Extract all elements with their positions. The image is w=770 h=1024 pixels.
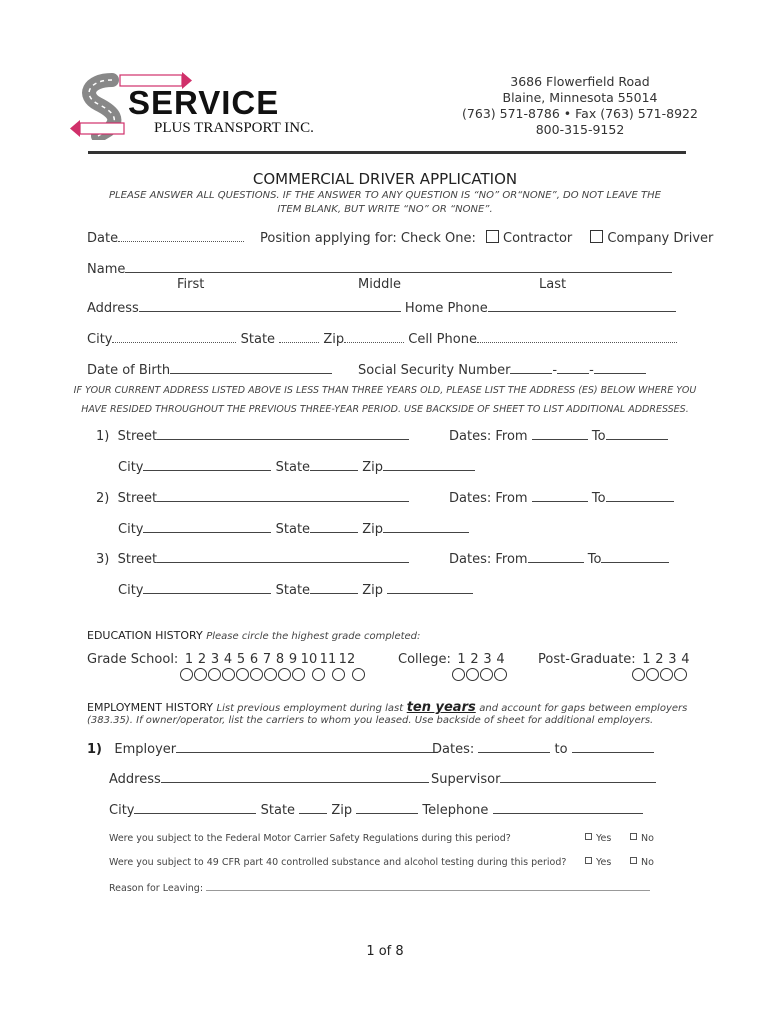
education-heading: EDUCATION HISTORY [87, 629, 203, 642]
prev-address-3-state-label: State [275, 583, 311, 598]
post-graduate-number-2: 2 [655, 652, 664, 667]
prev-address-2-state-label: State [275, 522, 311, 537]
employer-row [87, 741, 438, 757]
company-driver-checkbox[interactable] [590, 230, 603, 243]
employer-city-label: City [109, 803, 135, 818]
post-graduate-number-4: 4 [681, 652, 690, 667]
grade-number-2: 2 [197, 652, 207, 667]
city-label: City [87, 332, 113, 347]
header-divider [88, 151, 686, 154]
prev-address-3-from-label: Dates: From [449, 552, 528, 567]
employer-state-input[interactable] [299, 802, 327, 814]
college-circle-4[interactable] [494, 668, 507, 681]
prev-address-3-city-input[interactable] [143, 582, 271, 594]
ssn-part3-input[interactable] [594, 362, 646, 374]
prev-address-2-from-input[interactable] [532, 490, 588, 502]
employer-dates-row [432, 741, 654, 757]
prev-address-2-street-label: Street [117, 491, 158, 506]
prev-address-2-to-input[interactable] [606, 490, 674, 502]
home-phone-label: Home Phone [404, 301, 488, 316]
prev-address-2-state-input[interactable] [310, 521, 358, 533]
ssn-part2-input[interactable] [557, 362, 589, 374]
employment-heading-row [87, 700, 687, 715]
college-number-2: 2 [470, 652, 479, 667]
date-input[interactable] [118, 230, 244, 242]
employer-address-label: Address [109, 772, 161, 787]
employer-city-row [109, 802, 643, 818]
prev-address-3-from-input[interactable] [528, 551, 584, 563]
prev-address-1-street-input[interactable] [157, 428, 409, 440]
supervisor-input[interactable] [500, 771, 656, 783]
employer-address-input[interactable] [161, 771, 429, 783]
prev-address-1-from-label: Dates: From [449, 429, 528, 444]
instructions-line-1: PLEASE ANSWER ALL QUESTIONS. IF THE ANSWER TO ANY QUESTION IS “NO” OR“NONE”, DO NOT LEAVE THE [109, 190, 661, 201]
employment-note-line-2: (383.35). If owner/operator, list the carriers to whom you leased. Use backside of sheet for additional employers. [87, 715, 654, 726]
college-circles [452, 666, 508, 685]
employer-address-row [109, 771, 429, 787]
prev-address-1-state-label: State [275, 460, 311, 475]
prev-address-3-zip-input[interactable] [387, 582, 473, 594]
prev-address-1-street-row [96, 428, 409, 444]
employer-telephone-input[interactable] [493, 802, 643, 814]
prev-address-2-city-row [118, 521, 469, 537]
college-circle-1[interactable] [452, 668, 465, 681]
prev-address-3-state-input[interactable] [310, 582, 358, 594]
college-label: College: [398, 652, 451, 667]
education-note: Please circle the highest grade completed: [206, 631, 421, 642]
logo-wordmark: SERVICE [128, 84, 280, 121]
prev-address-3-to-label: To [587, 552, 602, 567]
employment-note-emphasis: ten years [406, 700, 476, 715]
drug-testing-yes-option[interactable] [585, 857, 611, 868]
employer-zip-label: Zip [331, 803, 353, 818]
post-graduate-row [538, 652, 692, 667]
prev-address-3-street-input[interactable] [157, 551, 409, 563]
fmcsr-no-label: No [641, 833, 654, 844]
supervisor-row [431, 771, 656, 787]
employer-input[interactable] [176, 741, 438, 753]
prev-address-1-city-label: City [118, 460, 144, 475]
employment-note-b: and account for gaps between employers [479, 703, 688, 714]
instructions-line-2: ITEM BLANK, BUT WRITE “NO” OR “NONE”. [277, 204, 493, 215]
drug-testing-no-label: No [641, 857, 654, 868]
grade-number-3: 3 [210, 652, 220, 667]
post-graduate-circle-2[interactable] [646, 668, 659, 681]
address-note-line-2: HAVE RESIDED THROUGHOUT THE PREVIOUS THREE-YEAR PERIOD. USE BACKSIDE OF SHEET TO LIST ADDITIONAL ADDRESSES. [81, 404, 689, 415]
grade-circle-2[interactable] [194, 668, 207, 681]
name-last-caption: Last [539, 277, 567, 292]
grade-school-row [87, 652, 356, 667]
page-number: 1 of 8 [366, 944, 404, 959]
prev-address-1-city-input[interactable] [143, 459, 271, 471]
prev-address-3-to-input[interactable] [601, 551, 669, 563]
grade-number-7: 7 [262, 652, 272, 667]
state-label: State [240, 332, 276, 347]
name-input[interactable] [125, 261, 672, 273]
company-street: 3686 Flowerfield Road [510, 74, 650, 89]
company-phone-fax: (763) 571-8786 • Fax (763) 571-8922 [462, 106, 698, 121]
employment-heading: EMPLOYMENT HISTORY [87, 701, 214, 714]
name-middle-caption: Middle [358, 277, 401, 292]
contractor-label: Contractor [503, 231, 573, 246]
fmcsr-yes-option[interactable] [585, 833, 611, 844]
address-label: Address [87, 301, 139, 316]
position-row [260, 230, 713, 246]
college-number-4: 4 [496, 652, 505, 667]
company-driver-label: Company Driver [607, 231, 714, 246]
prev-address-3-number: 3) [96, 552, 110, 567]
grade-numbers [182, 652, 356, 667]
prev-address-1-from-input[interactable] [532, 428, 588, 440]
post-graduate-circles [632, 666, 688, 685]
prev-address-3-city-row [118, 582, 473, 598]
prev-address-3-zip-label: Zip [362, 583, 383, 598]
post-graduate-circle-3[interactable] [660, 668, 673, 681]
post-graduate-number-1: 1 [642, 652, 651, 667]
post-graduate-number-3: 3 [668, 652, 677, 667]
drug-testing-no-option[interactable] [630, 857, 654, 868]
prev-address-1-to-label: To [591, 429, 606, 444]
employer-to-label: to [554, 742, 568, 757]
logo-subtitle: PLUS TRANSPORT INC. [154, 120, 314, 136]
prev-address-3-dates-row [449, 551, 669, 567]
company-city: Blaine, Minnesota 55014 [502, 90, 658, 105]
grade-number-5: 5 [236, 652, 246, 667]
grade-number-1: 1 [184, 652, 194, 667]
address-row [87, 300, 676, 316]
grade-number-9: 9 [288, 652, 298, 667]
fmcsr-no-option[interactable] [630, 833, 654, 844]
prev-address-1-zip-input[interactable] [383, 459, 475, 471]
grade-number-6: 6 [249, 652, 259, 667]
prev-address-1-state-input[interactable] [310, 459, 358, 471]
employer-number: 1) [87, 742, 102, 757]
employer-city-input[interactable] [134, 802, 256, 814]
name-row [87, 261, 672, 277]
post-graduate-circle-4[interactable] [674, 668, 687, 681]
prev-address-1-number: 1) [96, 429, 110, 444]
reason-for-leaving-row [109, 881, 650, 894]
employer-to-input[interactable] [572, 741, 654, 753]
grade-circle-12[interactable] [352, 668, 365, 681]
dob-label: Date of Birth [87, 363, 171, 378]
employer-state-label: State [260, 803, 296, 818]
grade-circle-5[interactable] [236, 668, 249, 681]
prev-address-1-dates-row [449, 428, 668, 444]
employer-zip-input[interactable] [356, 802, 418, 814]
college-row [398, 652, 507, 667]
drug-testing-yes-checkbox[interactable] [585, 857, 592, 864]
prev-address-2-street-input[interactable] [157, 490, 409, 502]
college-number-1: 1 [457, 652, 466, 667]
address-input[interactable] [139, 300, 401, 312]
grade-number-10: 10 [300, 652, 318, 667]
position-label: Position applying for: Check One: [260, 231, 476, 246]
cell-phone-input[interactable] [477, 331, 677, 343]
prev-address-1-city-row [118, 459, 475, 475]
contractor-checkbox[interactable] [486, 230, 499, 243]
post-graduate-label: Post-Graduate: [538, 652, 636, 667]
grade-circle-7[interactable] [264, 668, 277, 681]
ssn-label: Social Security Number [358, 363, 511, 378]
reason-for-leaving-input[interactable] [206, 881, 650, 891]
zip-input[interactable] [344, 331, 404, 343]
post-graduate-numbers [640, 652, 692, 667]
prev-address-2-zip-input[interactable] [383, 521, 469, 533]
grade-circle-11[interactable] [332, 668, 345, 681]
home-phone-input[interactable] [488, 300, 676, 312]
grade-circle-1[interactable] [180, 668, 193, 681]
form-title: COMMERCIAL DRIVER APPLICATION [252, 170, 518, 188]
prev-address-2-to-label: To [591, 491, 606, 506]
state-input[interactable] [279, 331, 319, 343]
prev-address-3-street-label: Street [117, 552, 158, 567]
fmcsr-no-checkbox[interactable] [630, 833, 637, 840]
grade-circle-9[interactable] [292, 668, 305, 681]
prev-address-2-number: 2) [96, 491, 110, 506]
name-label: Name [87, 262, 126, 277]
company-tollfree: 800-315-9152 [535, 122, 625, 137]
prev-address-1-to-input[interactable] [606, 428, 668, 440]
college-circle-2[interactable] [466, 668, 479, 681]
grade-circle-10[interactable] [312, 668, 325, 681]
supervisor-label: Supervisor [431, 772, 501, 787]
grade-circle-6[interactable] [250, 668, 263, 681]
prev-address-2-zip-label: Zip [362, 522, 383, 537]
prev-address-2-street-row [96, 490, 409, 506]
prev-address-2-dates-row [449, 490, 674, 506]
grade-circle-3[interactable] [208, 668, 221, 681]
employer-telephone-label: Telephone [422, 803, 489, 818]
employer-dates-label: Dates: [432, 742, 475, 757]
prev-address-2-city-label: City [118, 522, 144, 537]
dob-row [87, 362, 332, 378]
grade-circle-8[interactable] [278, 668, 291, 681]
grade-number-4: 4 [223, 652, 233, 667]
employer-from-input[interactable] [478, 741, 550, 753]
college-numbers [455, 652, 507, 667]
fmcsr-question: Were you subject to the Federal Motor Carrier Safety Regulations during this period? [109, 833, 511, 844]
drug-testing-question: Were you subject to 49 CFR part 40 controlled substance and alcohol testing during this period? [109, 857, 567, 868]
grade-circle-4[interactable] [222, 668, 235, 681]
fmcsr-yes-label: Yes [596, 833, 612, 844]
zip-label: Zip [323, 332, 345, 347]
college-number-3: 3 [483, 652, 492, 667]
company-address-block [440, 74, 720, 138]
city-row [87, 331, 677, 347]
prev-address-1-street-label: Street [117, 429, 158, 444]
date-row [87, 230, 244, 246]
education-heading-row [87, 629, 420, 642]
grade-school-circles [180, 666, 366, 685]
employer-label: Employer [114, 742, 177, 757]
grade-school-label: Grade School: [87, 652, 179, 667]
reason-for-leaving-label: Reason for Leaving: [109, 883, 204, 894]
date-label: Date [87, 231, 119, 246]
ssn-part1-input[interactable] [510, 362, 552, 374]
name-first-caption: First [177, 277, 205, 292]
grade-number-8: 8 [275, 652, 285, 667]
prev-address-3-city-label: City [118, 583, 144, 598]
city-input[interactable] [112, 331, 236, 343]
grade-number-11: 11 [319, 652, 337, 667]
ssn-row: Social Security Number - - [358, 362, 646, 378]
prev-address-3-street-row [96, 551, 409, 567]
prev-address-2-from-label: Dates: From [449, 491, 528, 506]
company-logo [68, 70, 318, 140]
prev-address-2-city-input[interactable] [143, 521, 271, 533]
college-circle-3[interactable] [480, 668, 493, 681]
cell-phone-label: Cell Phone [408, 332, 477, 347]
employment-note-a: List previous employment during last [216, 703, 404, 714]
post-graduate-circle-1[interactable] [632, 668, 645, 681]
fmcsr-yes-checkbox[interactable] [585, 833, 592, 840]
drug-testing-yes-label: Yes [596, 857, 612, 868]
dob-input[interactable] [170, 362, 332, 374]
grade-number-12: 12 [338, 652, 356, 667]
prev-address-1-zip-label: Zip [362, 460, 383, 475]
drug-testing-no-checkbox[interactable] [630, 857, 637, 864]
address-note-line-1: IF YOUR CURRENT ADDRESS LISTED ABOVE IS LESS THAN THREE YEARS OLD, PLEASE LIST THE ADDRESS (ES) BELOW WHERE YOU [73, 385, 697, 396]
